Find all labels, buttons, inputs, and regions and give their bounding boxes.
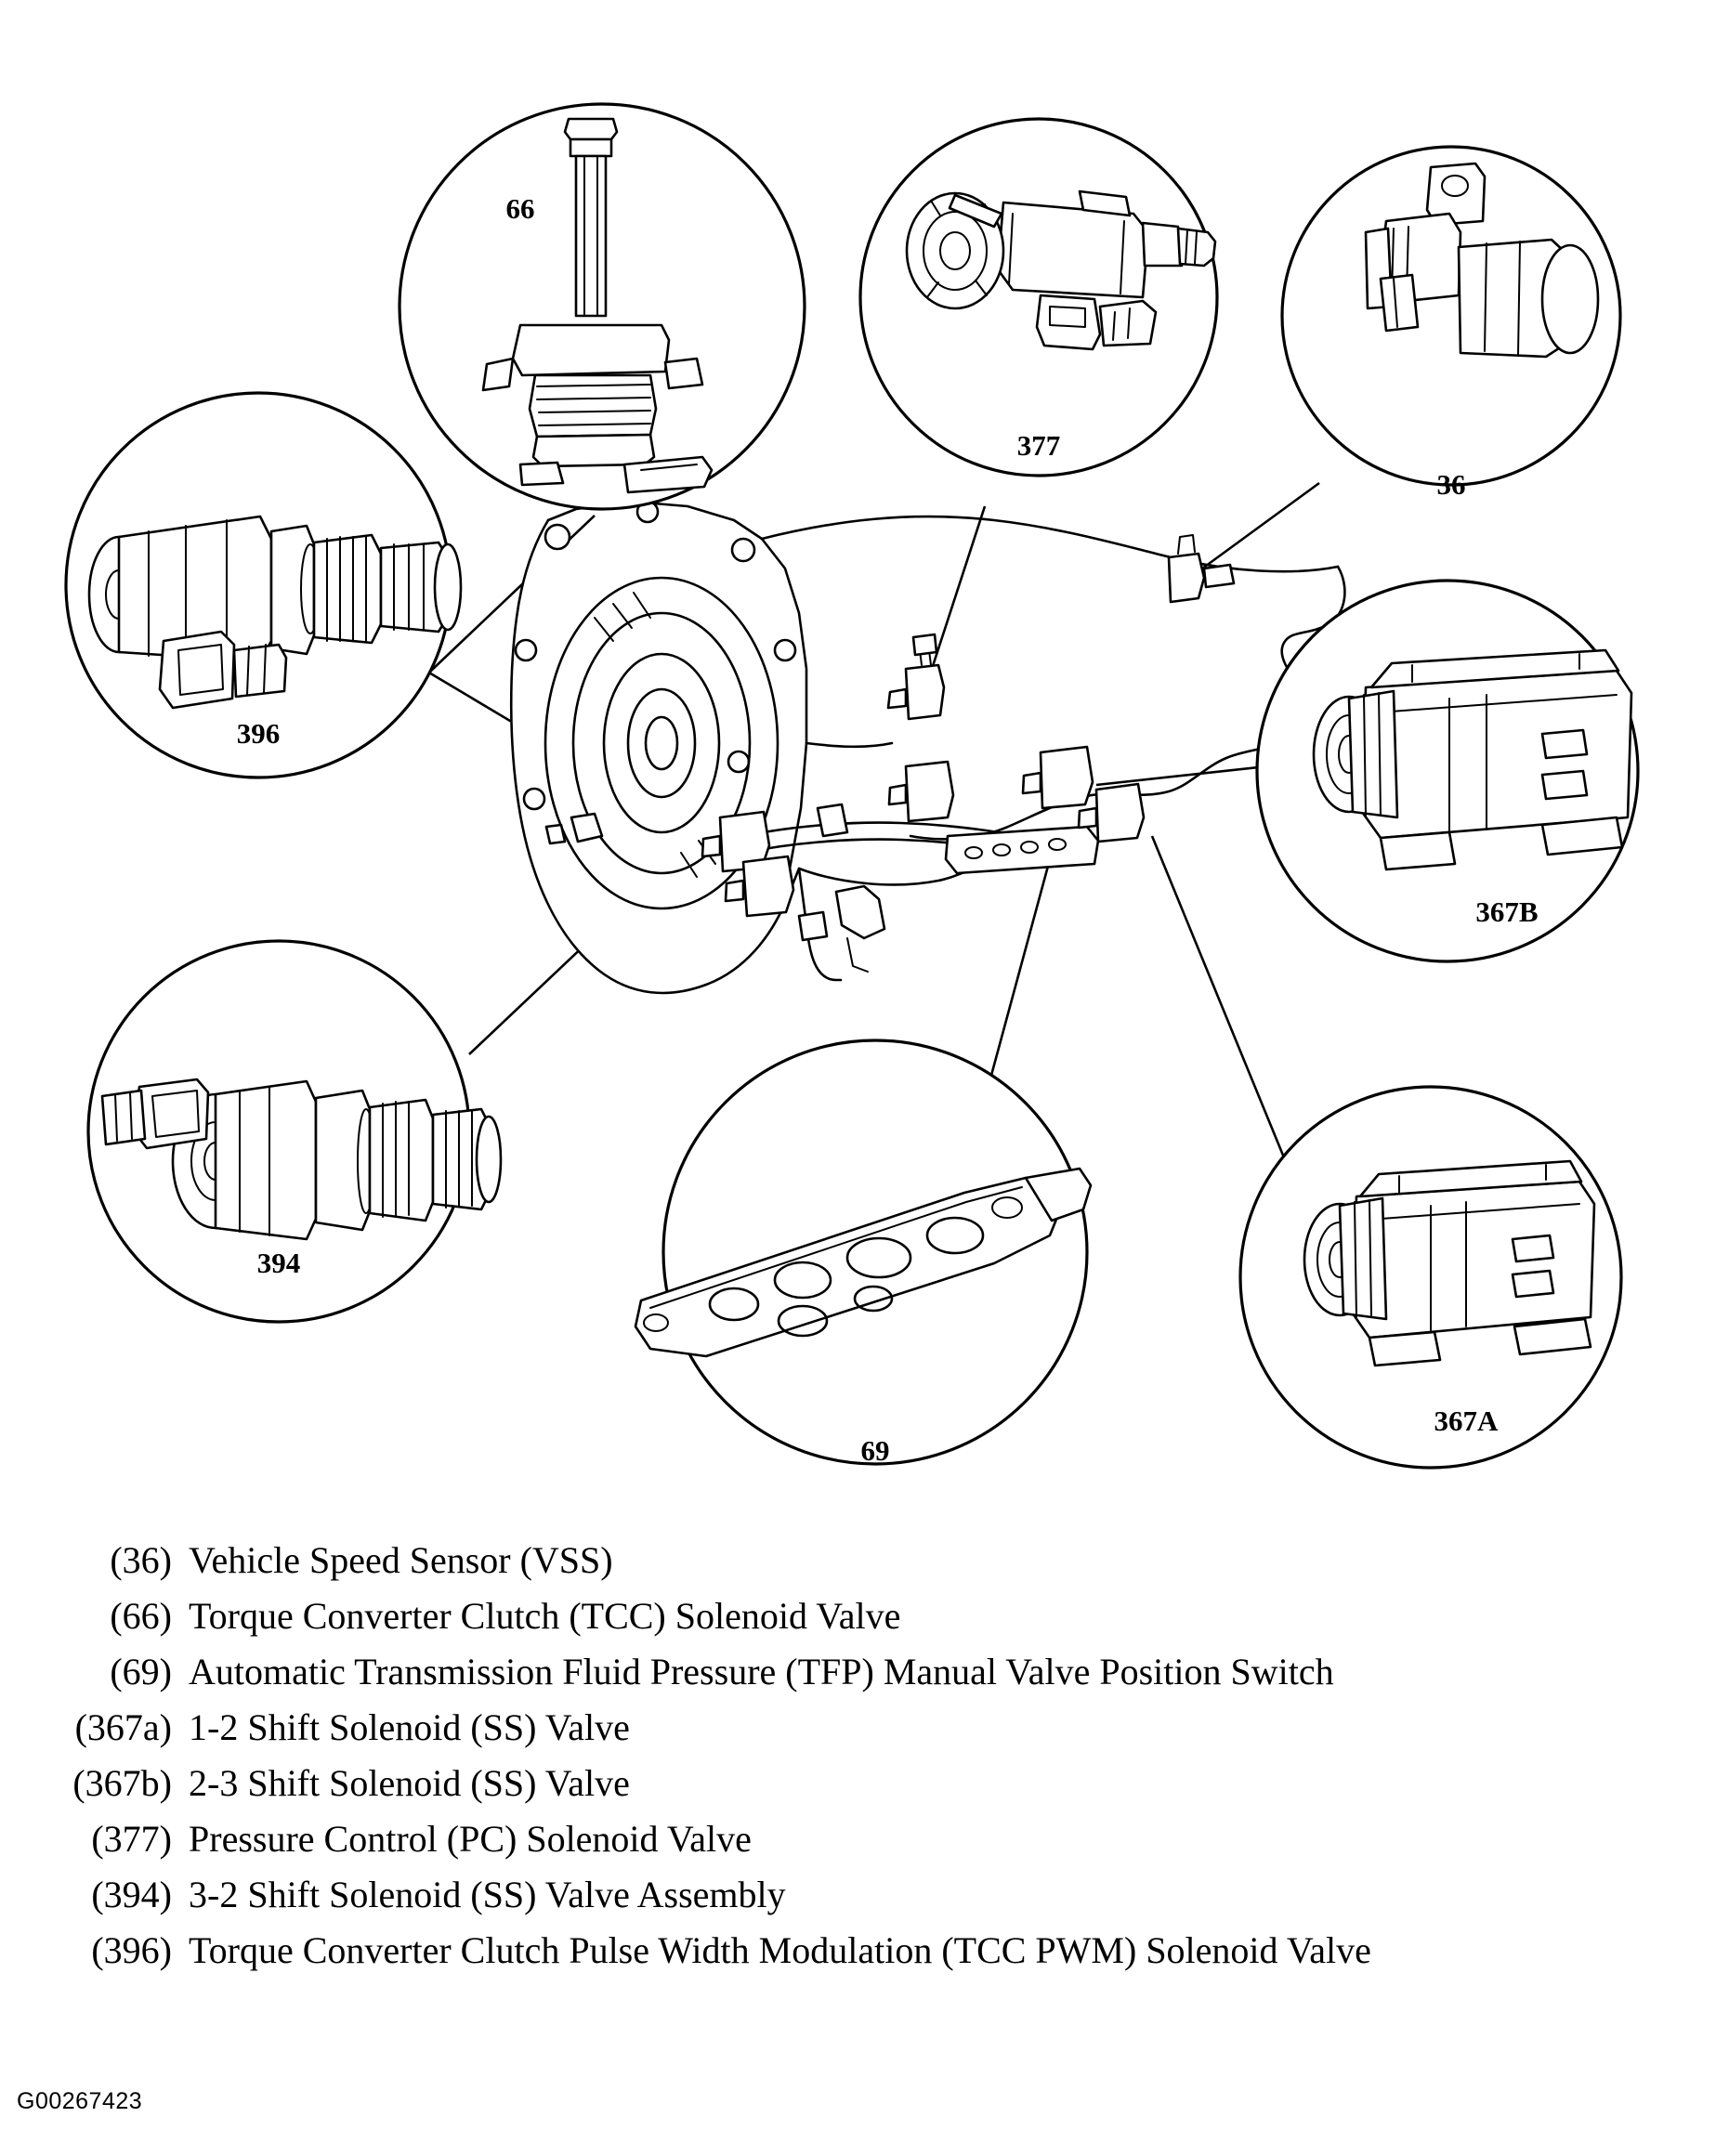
- legend-number: (367a): [74, 1706, 172, 1748]
- legend-item: [0, 1876, 1729, 1914]
- legend-text: 1-2 Shift Solenoid (SS) Valve: [189, 1706, 630, 1748]
- legend-item: [0, 1929, 1729, 1971]
- mounted-solenoid-pc-377: [889, 762, 953, 821]
- legend-text: Torque Converter Clutch (TCC) Solenoid Valve: [189, 1595, 901, 1637]
- callout-label-367b: 367B: [1475, 895, 1539, 928]
- callout-label-396: 396: [236, 717, 281, 750]
- legend-text: Torque Converter Clutch Pulse Width Modulation (TCC PWM) Solenoid Valve: [189, 1929, 1371, 1971]
- legend-number: (377): [91, 1818, 172, 1860]
- legend-text: Vehicle Speed Sensor (VSS): [189, 1539, 613, 1581]
- callout-69: [635, 1040, 1091, 1467]
- legend-list: [0, 1539, 1729, 1988]
- callout-label-394: 394: [256, 1247, 301, 1279]
- legend-item: [0, 1818, 1729, 1860]
- legend-number: (69): [110, 1651, 172, 1692]
- legend-text: Pressure Control (PC) Solenoid Valve: [189, 1818, 752, 1860]
- legend-text: Automatic Transmission Fluid Pressure (TFP) Manual Valve Position Switch: [189, 1651, 1334, 1692]
- legend-text: 2-3 Shift Solenoid (SS) Valve: [189, 1762, 630, 1804]
- figure-id-code: G00267423: [17, 2088, 143, 2114]
- legend-number: (36): [110, 1539, 172, 1581]
- callout-label-69: 69: [860, 1434, 890, 1467]
- callout-394: [88, 941, 501, 1322]
- legend-number: (396): [91, 1929, 172, 1971]
- legend-item: [0, 1762, 1729, 1804]
- legend-item: [0, 1539, 1729, 1581]
- callout-377: [860, 119, 1217, 476]
- callout-label-36: 36: [1436, 468, 1466, 501]
- mounted-vehicle-speed-sensor: [1169, 535, 1234, 602]
- callout-label-367a: 367A: [1434, 1405, 1499, 1437]
- mounted-solenoid-66: [888, 634, 944, 719]
- legend-item: [0, 1653, 1729, 1691]
- callout-367b: [1257, 581, 1638, 961]
- legend-item: [0, 1595, 1729, 1637]
- transmission-assembly-drawing: [511, 502, 1344, 993]
- legend-number: (66): [110, 1595, 172, 1637]
- callout-label-66: 66: [505, 192, 535, 225]
- legend-number: (394): [91, 1874, 172, 1915]
- legend-number: (367b): [72, 1762, 172, 1804]
- callout-367a: [1240, 1087, 1621, 1468]
- callout-36: [1282, 147, 1620, 501]
- mounted-solenoid-367b: [1023, 747, 1093, 808]
- callout-66: [400, 104, 805, 509]
- callout-396: [66, 393, 461, 777]
- legend-item: [0, 1706, 1729, 1748]
- callout-label-377: 377: [1016, 429, 1061, 462]
- legend-text: 3-2 Shift Solenoid (SS) Valve Assembly: [189, 1874, 786, 1915]
